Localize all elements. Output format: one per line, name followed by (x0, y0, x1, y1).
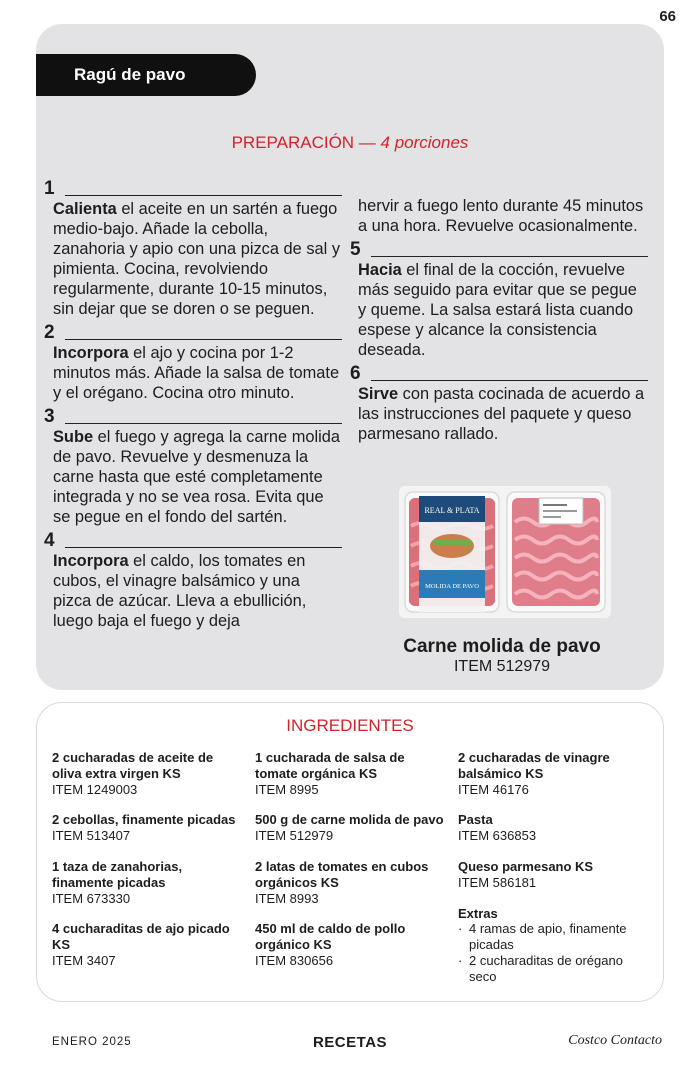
step-3 (44, 406, 342, 527)
ingredient-item (52, 921, 242, 968)
footer-date: ENERO 2025 (52, 1036, 132, 1048)
extras-item: · 2 cucharaditas de orégano seco (458, 953, 648, 985)
preparation-heading (0, 133, 700, 153)
step-text: el final de la cocción, revuelve más seguido para evitar que se pegue y queme. La salsa estará lista cuando espese y alcance la consistencia deseada. (358, 261, 637, 359)
ingredient-name: 1 taza de zanahorias, finamente picadas (52, 858, 183, 890)
step-6 (350, 363, 648, 444)
ingredient-item-number: ITEM 8993 (255, 890, 319, 906)
ingredient-item (255, 859, 445, 906)
steps-column-right (350, 196, 648, 447)
step-lead: Sirve (358, 385, 399, 403)
ingredient-item-number: ITEM 1249003 (52, 781, 138, 797)
extras-list (458, 921, 648, 984)
steps-column-left (44, 178, 342, 634)
ingredient-item-number: ITEM 673330 (52, 890, 131, 906)
step-number: 4 (44, 530, 55, 551)
ingredient-item-number: ITEM 513407 (52, 828, 131, 844)
ingredients-column-3 (458, 750, 648, 985)
ingredient-item (458, 750, 648, 797)
step-5 (350, 239, 648, 360)
ingredient-item (52, 750, 242, 797)
ingredient-item (255, 812, 445, 844)
ingredient-item-number: ITEM 46176 (458, 781, 529, 797)
ingredient-item-number: ITEM 636853 (458, 828, 537, 844)
step-text: con pasta cocinada de acuerdo a las instrucciones del paquete y queso parmesano rallado. (358, 385, 645, 443)
ingredients-column-2 (255, 750, 445, 984)
brand-label: REAL & PLATA (424, 506, 480, 515)
step-text: el fuego y agrega la carne molida de pavo. Revuelve y desmenuza la carne hasta que esté completamente integrada y no se vea rosa. Evita que se pegue en el fondo del sartén. (53, 428, 341, 526)
ingredient-name: 2 cucharadas de aceite de oliva extra virgen KS (52, 750, 214, 781)
step-lead: Incorpora (53, 344, 129, 362)
package-label: MOLIDA DE PAVO (425, 583, 479, 590)
extras-section (458, 906, 648, 985)
ingredient-item (255, 750, 445, 797)
step-divider (65, 547, 342, 548)
step-4-continued: hervir a fuego lento durante 45 minutos a una hora. Revuelve ocasionalmente. (358, 197, 644, 235)
ingredient-name: 4 cucharaditas de ajo picado KS (52, 921, 230, 953)
step-number: 5 (350, 239, 361, 260)
ingredient-name: Queso parmesano KS (458, 858, 594, 874)
step-text: el caldo, los tomates en cubos, el vinagre balsámico y una pizca de azúcar. Lleva a ebullición, luego baja el fuego y deja (53, 552, 307, 630)
step-divider (65, 339, 342, 340)
recipe-title: Ragú de pavo (36, 54, 256, 96)
ingredient-item-number: ITEM 830656 (255, 952, 334, 968)
ingredient-item (458, 859, 648, 891)
ingredient-name: 500 g de carne molida de pavo (255, 812, 444, 828)
page-number: 66 (659, 8, 676, 25)
ingredient-item-number: ITEM 3407 (52, 952, 116, 968)
product-name: Carne molida de pavo (403, 636, 601, 657)
ingredient-item-number: ITEM 512979 (255, 828, 334, 844)
preparation-label: PREPARACIÓN — (231, 133, 376, 152)
step-lead: Calienta (53, 200, 117, 218)
ingredient-item (52, 812, 242, 844)
step-4 (44, 530, 342, 631)
ingredient-name: 2 cebollas, finamente picadas (52, 812, 236, 828)
step-2 (44, 322, 342, 403)
ingredient-name: 2 latas de tomates en cubos orgánicos KS (255, 858, 429, 890)
ingredient-name: Pasta (458, 812, 493, 828)
step-text: el ajo y cocina por 1-2 minutos más. Añade la salsa de tomate y el orégano. Cocina otro minuto. (53, 344, 340, 402)
step-number: 6 (350, 363, 361, 384)
ingredient-item (255, 921, 445, 968)
ingredients-title: INGREDIENTES (286, 716, 414, 735)
step-lead: Hacia (358, 261, 402, 279)
ingredient-item (52, 859, 242, 906)
step-1 (44, 178, 342, 319)
step-lead: Incorpora (53, 552, 129, 570)
ingredient-name: 1 cucharada de salsa de tomate orgánica KS (255, 750, 405, 781)
step-text: el aceite en un sartén a fuego medio-bajo. Añade la cebolla, zanahoria y apio con una pizca de sal y pimienta. Cocina, revolviendo regularmente, durante 10-15 minutos, sin dejar que se doren o se peguen. (53, 200, 341, 318)
extras-title: Extras (458, 905, 498, 921)
footer-section: RECETAS (312, 1034, 388, 1051)
step-divider (371, 256, 648, 257)
ingredient-item-number: ITEM 586181 (458, 874, 537, 890)
portions-label: 4 porciones (380, 133, 469, 152)
step-number: 2 (44, 322, 55, 343)
product-item-number: ITEM 512979 (453, 658, 551, 675)
product-image (399, 486, 611, 618)
ingredient-item (458, 812, 648, 844)
step-lead: Sube (53, 428, 94, 446)
step-divider (65, 195, 342, 196)
footer-publication: Costco Contacto (568, 1033, 662, 1048)
ingredient-name: 2 cucharadas de vinagre balsámico KS (458, 750, 610, 781)
ingredient-item-number: ITEM 8995 (255, 781, 319, 797)
step-number: 1 (44, 178, 55, 199)
ingredients-column-1 (52, 750, 242, 984)
step-divider (65, 423, 342, 424)
ingredient-name: 450 ml de caldo de pollo orgánico KS (255, 921, 406, 953)
step-number: 3 (44, 406, 55, 427)
extras-item: · 4 ramas de apio, finamente picadas (458, 921, 648, 953)
step-divider (371, 380, 648, 381)
